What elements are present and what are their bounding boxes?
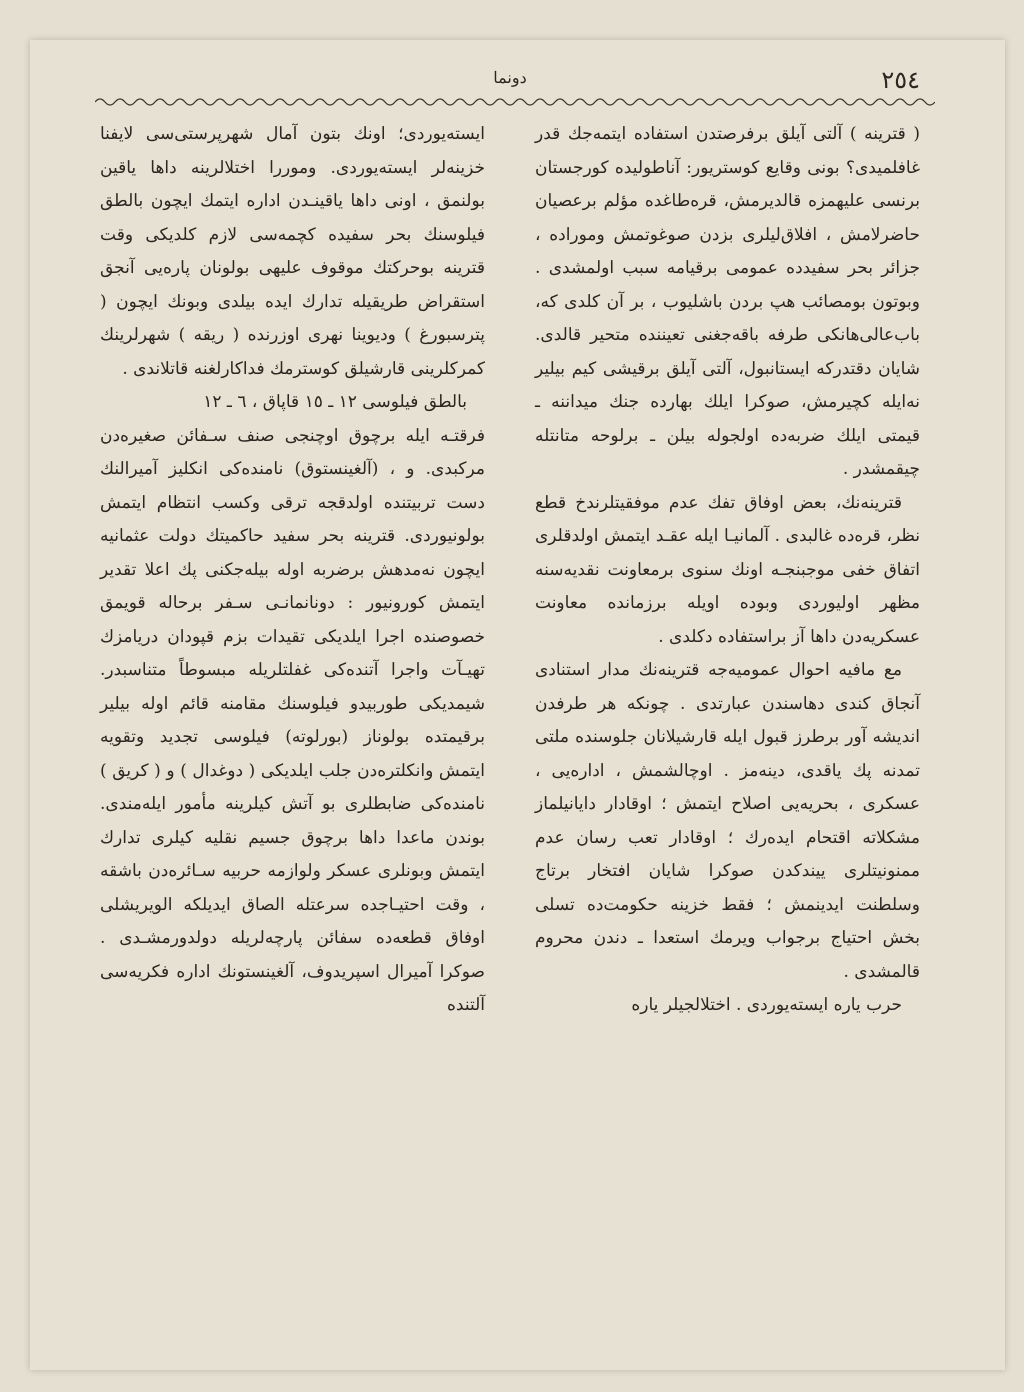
running-title: دونما [493, 68, 527, 87]
paragraph: بالطق فیلوسی ١٢ ـ ١٥ قاپاق ، ٦ ـ ١٢ [203, 392, 467, 412]
paragraph: مع مافیه احوال عمومیه‌جه قترینه‌نك مدار استنادی آنجاق کندی دهاسندن عبارتدی . چونکه هر طرفدن اندیشه آور برطرز قبول ایله قارشیلانان جلوسنده ملتی تمدنه پك یاقدی، دینه‌مز . اوچالشمش ، اداره‌یی ، عسکری ، بحریه‌یی اصلاح ایتمش ؛ اوقادار دایانیلماز مشکلاته اقتحام ایده‌رك ؛ اوقادار تعب رسان عدم ممنونیتلری ییندکدن صوکرا شایان افتخار برتاج وسلطنت ایدینمش ؛ فقط خزینه حکومت‌ده تسلی بخش احتیاج برجواب ویرمك استعدا ـ دندن محروم قالمشدی . [535, 660, 920, 982]
right-column [535, 118, 920, 1023]
paragraph: قترینه‌نك، بعض اوفاق تفك عدم موفقیتلرندخ قطع نظر، قره‌ده غالبدی . آلمانیـا ایله عقـد ایتمش اولدقلری اتفاق خفی موجبنجـه اونك سنوی برمعاونت نقدیه‌سنه مظهر اولیوردی وبوده اویله برزمانده معاونت عسکریه‌دن داها آز براستفاده دکلدی . [535, 492, 920, 647]
paragraph: ایسته‌یوردی؛ اونك بتون آمال شهرپرستی‌سی لایفنا خزینه‌لر ایسته‌یوردی. وموررا اختلالرینه داها یاقین بولنمق ، اونی داها یاقینـدن اداره ایتمك ایچون بالطق فیلوسنك بحر سفیده کچمه‌سی لازم کلدیکی وقت قترینه بوحرکتك موقوف علیهی بولونان پاره‌یی آنجق استقراض طریقیله تدارك ایده بیلدی وبونك ایچون ( پترسبورغ ) ودیوینا نهری اوزرنده ( ریقه ) شهرلرینك کمرکلرینی قارشیلق کوسترمك فداکارلغنه قاتلاندی . [100, 124, 485, 379]
wavy-rule [95, 96, 935, 108]
paragraph: حرب یاره ایسته‌یوردی . اختلالجیلر یاره [631, 995, 902, 1015]
paragraph: ( قترینه ) آلتی آیلق برفرصتدن استفاده ایتمه‌جك قدر غافلمیدی؟ بونی وقایع کوستریور: آناطولیده کورجستان برنسی علیهمزه قالدیرمش، قره‌طاغده مؤلم برعصیان حاضرلامش ، افلاق‌لیلری بزدن صوغوتمش وموراده ، جزائر بحر سفیدده عمومی برقیامه سبب اولمشدی . وبوتون بومصائب هپ بردن باشلیوب ، بر آن کلدی که، باب‌عالی‌هانکی طرفه باقه‌جغنی تعیننده متحیر قالدی. شایان دقتدرکه ایستانبول، آلتی آیلق برقیشی کیم بیلیر نه‌ایله کچیرمش، صوکرا ایلك بهارده جنك میداننه ـ قیمتی ایلك ضربه‌ده اولجوله بیلن ـ برلوحه متانتله چیقمشدر . [535, 124, 920, 479]
left-column [100, 118, 485, 1023]
page-number: ٢٥٤ [881, 66, 920, 94]
paragraph: فرقتـه ایله برچوق اوچنجی صنف سـفائن صغیره‌دن مرکبدی. و ، (آلغینستوق) نامنده‌کی انکلیز آمیرالنك دست تربیتنده اولدقجه ترقی وکسب انتظام ایتمش بولونیوردی. قترینه بحر سفید حاکمیتك دولت عثمانیه ایچون نه‌مدهش برضربه اوله بیله‌جکنی پك اعلا تقدیر ایتمش کورونیور : دونانمانـی سـفر برحاله قویمق خصوصنده اجرا ایلدیکی تقیدات بزم قپودان دریامزك تهیـآت واجرا آتنده‌کی غفلتلریله مبسوطاً متناسبدر. شیمدیکی طوربیدو فیلوسنك مقامنه قائم اوله بیلیر برقیمتده بولوناز (بورلوته) فیلوسی تجدید وتقویه ایتمش وانکلتره‌دن جلب ایلدیکی ( دوغدال ) و ( کریق ) نامنده‌کی ضابطلری بو آتش کیلرینه مأمور ایله‌مندی. بوندن ماعدا داها برچوق جسیم نقلیه کیلری تدارك ایتمش وبونلری عسکر ولوازمه حربیه سـائره‌دن باشقه ، وقت احتیـاجده سرعتله الصاق ایدیلکه الویریشلی اوفاق قطعه‌ده سفائن پارچه‌لریله دولدورمشـدی . صوکرا آمیرال اسپریدوف، آلغینستونك اداره فکریه‌سی آلتنده [100, 425, 485, 1015]
page-header [100, 60, 920, 94]
